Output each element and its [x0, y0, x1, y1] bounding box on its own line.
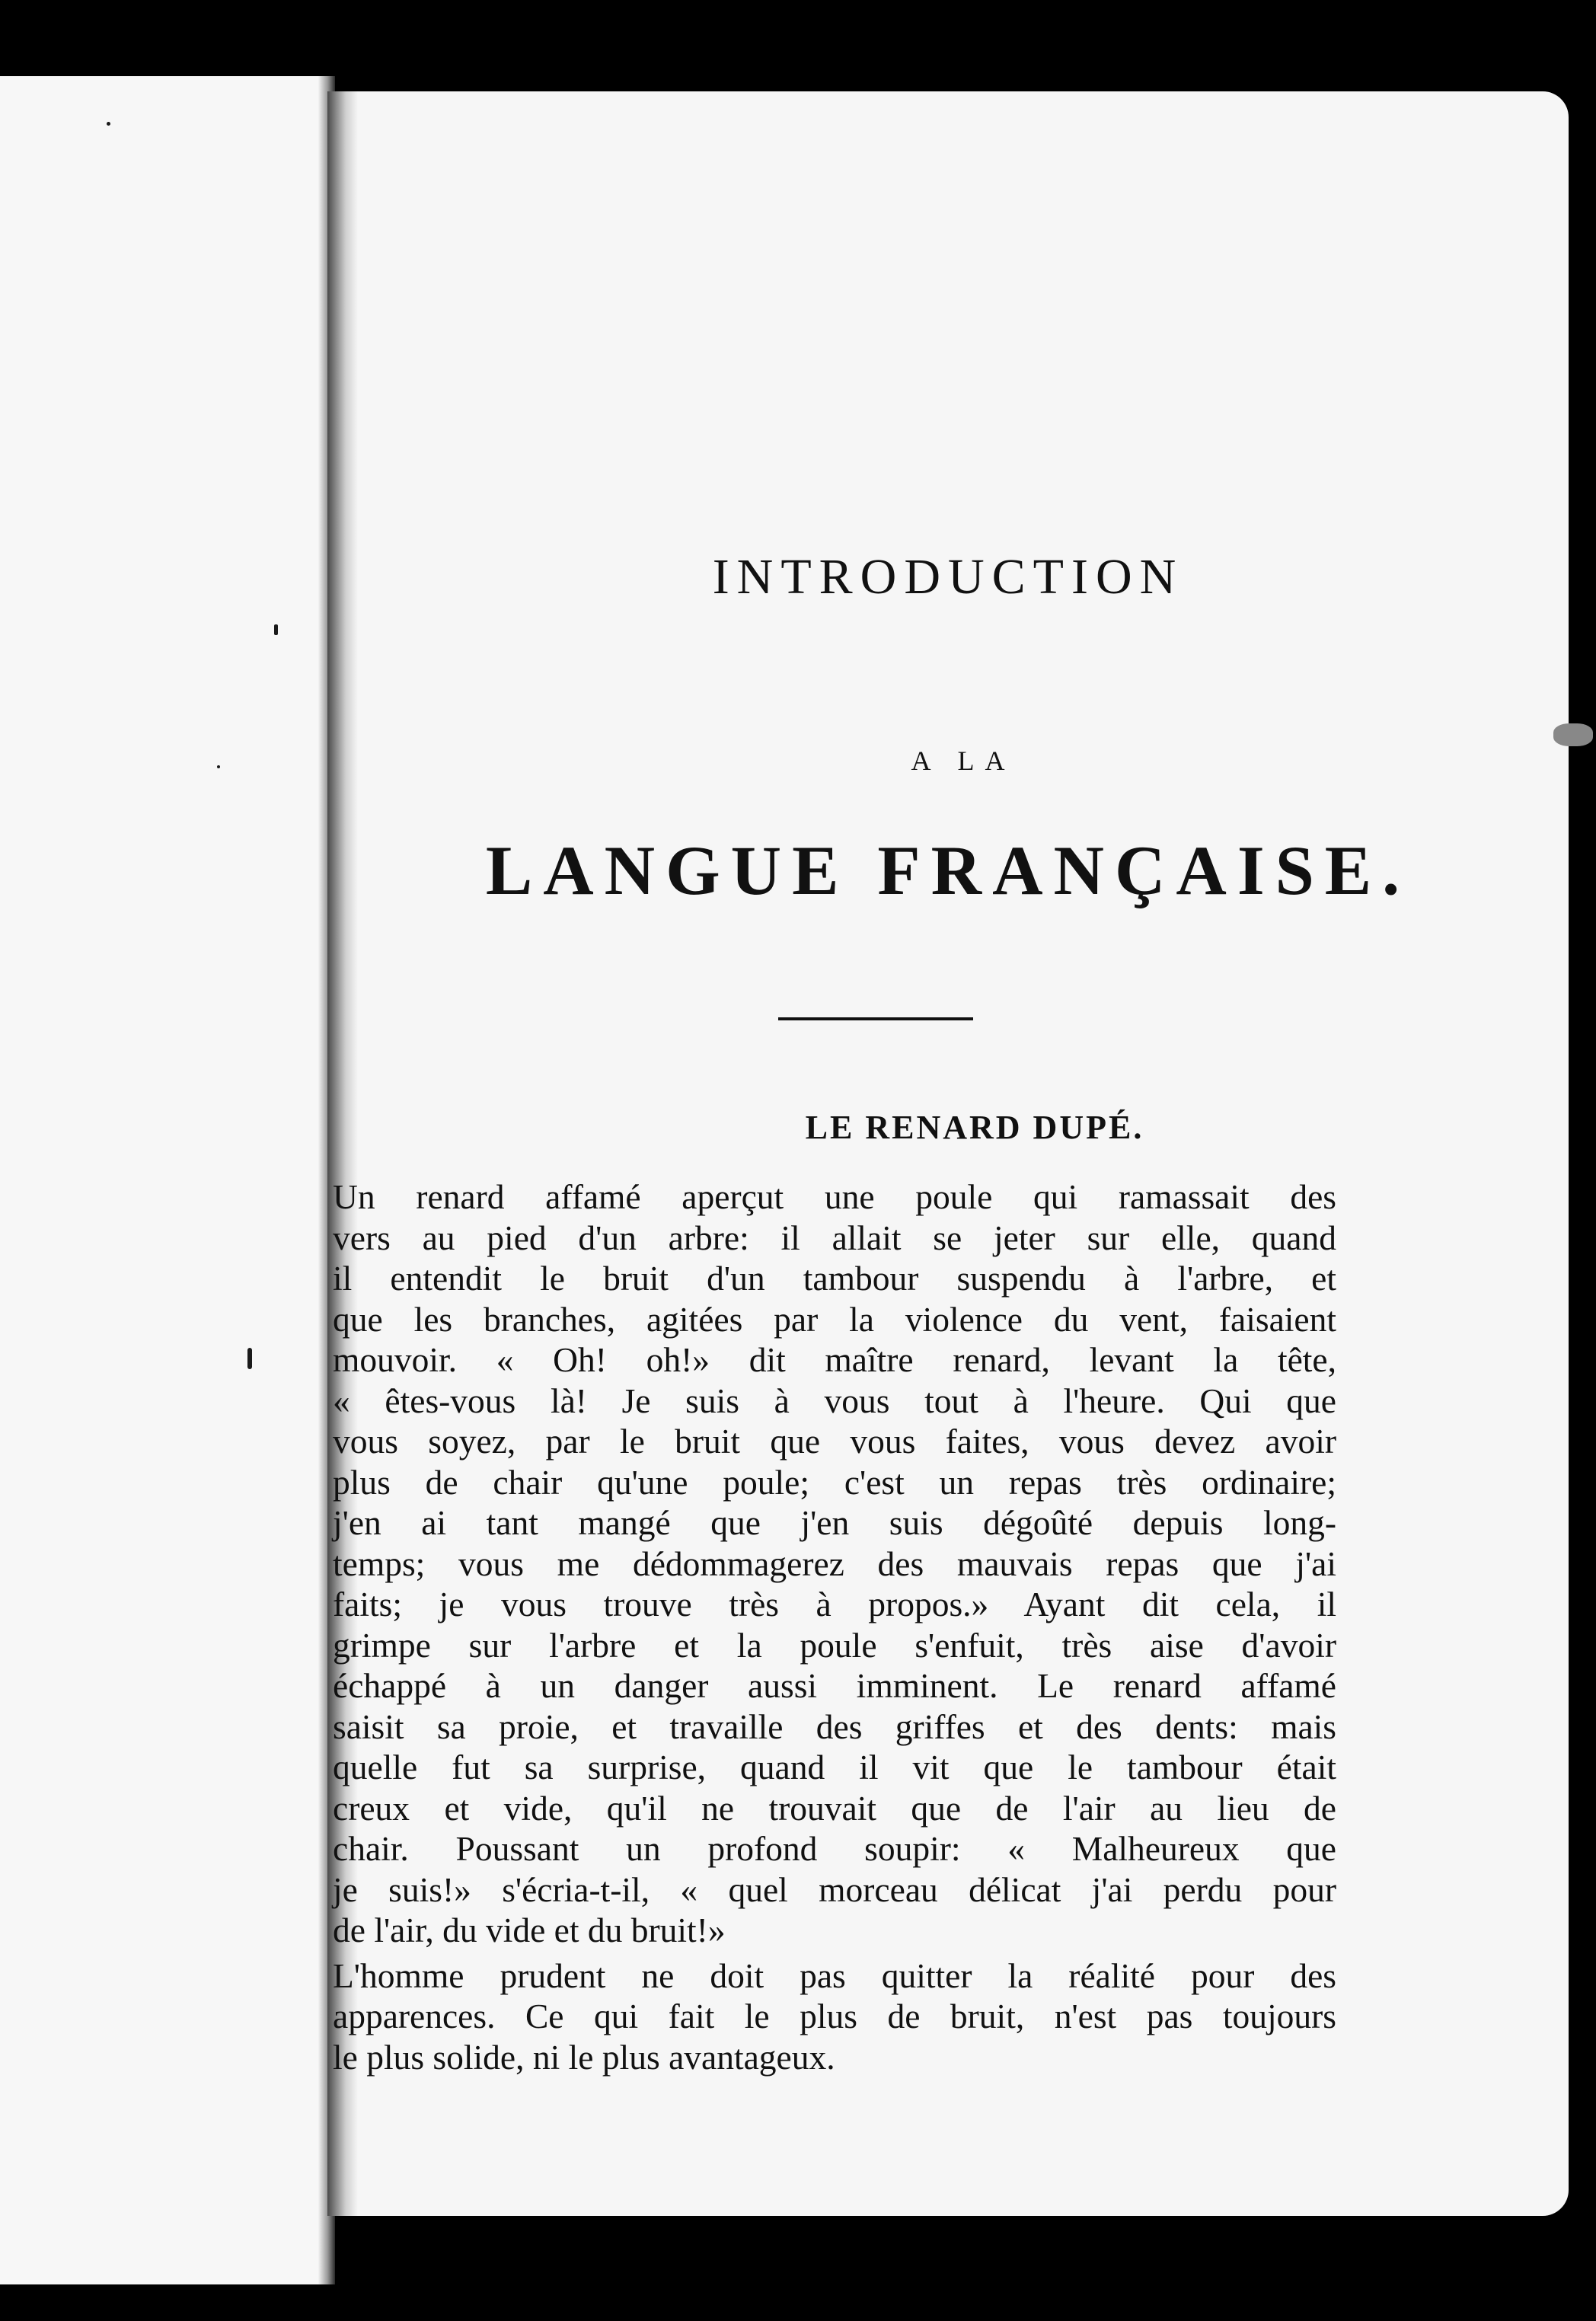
- title-a-la: A LA: [911, 745, 1016, 776]
- story-title: LE RENARD DUPÉ.: [805, 1109, 1144, 1146]
- story-line: saisit sa proie, et travaille des griffes et des dents: mais: [333, 1706, 1336, 1746]
- title-rule: [778, 1017, 973, 1020]
- story-line: mouvoir. « Oh! oh!» dit maître renard, levant la tête,: [333, 1340, 1336, 1379]
- story-line: plus de chair qu'une poule; c'est un repas très ordinaire;: [333, 1462, 1336, 1502]
- story-line: chair. Poussant un profond soupir: « Malheureux que: [333, 1829, 1336, 1868]
- ink-speck: [107, 122, 110, 126]
- story-line: échappé à un danger aussi imminent. Le renard affamé: [333, 1666, 1336, 1705]
- story-line: que les branches, agitées par la violence du vent, faisaient: [333, 1299, 1336, 1339]
- story-line: quelle fut sa surprise, quand il vit que le tambour était: [333, 1748, 1336, 1786]
- ink-speck: [274, 624, 278, 635]
- story-paragraph-2: [333, 1955, 1336, 2078]
- title-langue-francaise: LANGUE FRANÇAISE.: [485, 832, 1411, 909]
- story-line: apparences. Ce qui fait le plus de bruit, n'est pas toujours: [333, 1997, 1336, 2035]
- edge-smudge: [1553, 723, 1593, 746]
- story-paragraph-1: [333, 1176, 1336, 1951]
- story-line: creux et vide, qu'il ne trouvait que de l'air au lieu de: [333, 1788, 1336, 1828]
- story-line: grimpe sur l'arbre et la poule s'enfuit, très aise d'avoir: [333, 1625, 1336, 1665]
- story-line: vers au pied d'un arbre: il allait se jeter sur elle, quand: [333, 1218, 1336, 1257]
- printed-page: [327, 91, 1569, 2216]
- story-line: je suis!» s'écria-t-il, « quel morceau délicat j'ai perdu pour: [333, 1869, 1336, 1909]
- ink-speck: [217, 765, 220, 768]
- story-line: il entendit le bruit d'un tambour suspendu à l'arbre, et: [333, 1259, 1336, 1298]
- story-line: temps; vous me dédommagerez des mauvais repas que j'ai: [333, 1544, 1336, 1583]
- story-line: Un renard affamé aperçut une poule qui ramassait des: [333, 1177, 1336, 1216]
- story-line: de l'air, du vide et du bruit!»: [333, 1911, 726, 1949]
- story-line: le plus solide, ni le plus avantageux.: [333, 2037, 835, 2077]
- story-line: L'homme prudent ne doit pas quitter la réalité pour des: [333, 1955, 1336, 1995]
- story-line: faits; je vous trouve très à propos.» Ayant dit cela, il: [333, 1585, 1336, 1623]
- ink-speck: [247, 1348, 252, 1369]
- story-line: vous soyez, par le bruit que vous faites, vous devez avoir: [333, 1422, 1336, 1461]
- story-line: « êtes-vous là! Je suis à vous tout à l'heure. Qui que: [333, 1381, 1336, 1420]
- story-text: [333, 1176, 1336, 2077]
- title-introduction: INTRODUCTION: [712, 549, 1184, 605]
- story-line: j'en ai tant mangé que j'en suis dégoûté depuis long-: [333, 1503, 1336, 1542]
- left-blank-page: [0, 76, 335, 2284]
